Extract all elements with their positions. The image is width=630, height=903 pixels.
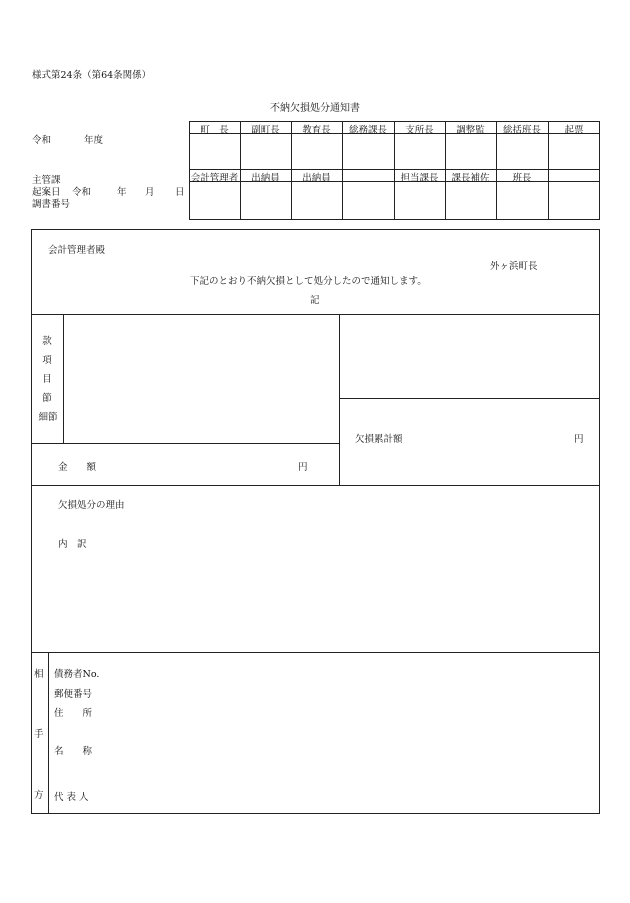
- budget-label-kan: 款: [42, 336, 52, 347]
- fiscal-year-label: 年度: [84, 135, 104, 146]
- approval-accounting-manager: 会計管理者: [190, 173, 239, 184]
- approval-section-chief: 担当課長: [400, 173, 439, 184]
- breakdown-label: 内 訳: [58, 539, 87, 550]
- approval-drafter: 起票: [564, 125, 584, 136]
- draft-month: 月: [145, 187, 155, 198]
- document-title: 不納欠損処分通知書: [270, 103, 360, 114]
- party-side-2: 手: [34, 729, 44, 740]
- budget-label-setsu: 節: [42, 393, 52, 404]
- amount-yen: 円: [298, 462, 308, 473]
- approval-coordinator: 調整監: [456, 125, 485, 136]
- approval-cashier-2: 出納員: [302, 173, 331, 184]
- approval-superintendent: 教育長: [302, 125, 331, 136]
- dept-label: 主管課: [32, 175, 61, 186]
- cumulative-loss-label: 欠損累計額: [355, 434, 403, 445]
- postal-code-label: 郵便番号: [54, 689, 93, 700]
- approval-team-leader: 班長: [512, 173, 532, 184]
- debtor-no-label: 債務者No.: [54, 669, 100, 680]
- party-side-1: 相: [34, 669, 44, 680]
- draft-year: 年: [117, 187, 127, 198]
- approval-general-team-leader: 総括班長: [502, 125, 541, 136]
- draft-date-label: 起案日: [32, 187, 61, 198]
- budget-label-saisetsu: 細節: [38, 412, 58, 423]
- budget-label-kou: 項: [42, 355, 52, 366]
- approval-general-affairs-chief: 総務課長: [348, 125, 387, 136]
- ki-label: 記: [310, 295, 320, 306]
- address-label: 住 所: [54, 708, 93, 719]
- sender: 外ヶ浜町長: [490, 261, 538, 272]
- approval-mayor: 町 長: [200, 125, 229, 136]
- amount-label: 金 額: [58, 462, 97, 473]
- approval-deputy-mayor: 副町長: [251, 125, 280, 136]
- reiwa-label: 令和: [32, 135, 52, 146]
- draft-reiwa: 令和: [72, 187, 92, 198]
- name-label: 名 称: [54, 746, 93, 757]
- approval-deputy-chief: 課長補佐: [451, 173, 490, 184]
- doc-number-label: 調書番号: [32, 199, 71, 210]
- addressee: 会計管理者殿: [48, 245, 106, 256]
- budget-label-moku: 目: [42, 374, 52, 385]
- form-number: 様式第24条（第64条関係）: [32, 70, 152, 81]
- party-side-3: 方: [34, 790, 44, 801]
- cumulative-loss-yen: 円: [574, 434, 584, 445]
- notice-body: 下記のとおり不納欠損として処分したので通知します。: [190, 276, 427, 287]
- reason-label: 欠損処分の理由: [58, 500, 125, 511]
- representative-label: 代 表 人: [54, 792, 89, 803]
- draft-day: 日: [175, 187, 185, 198]
- approval-cashier-1: 出納員: [251, 173, 280, 184]
- approval-branch-chief: 支所長: [405, 125, 434, 136]
